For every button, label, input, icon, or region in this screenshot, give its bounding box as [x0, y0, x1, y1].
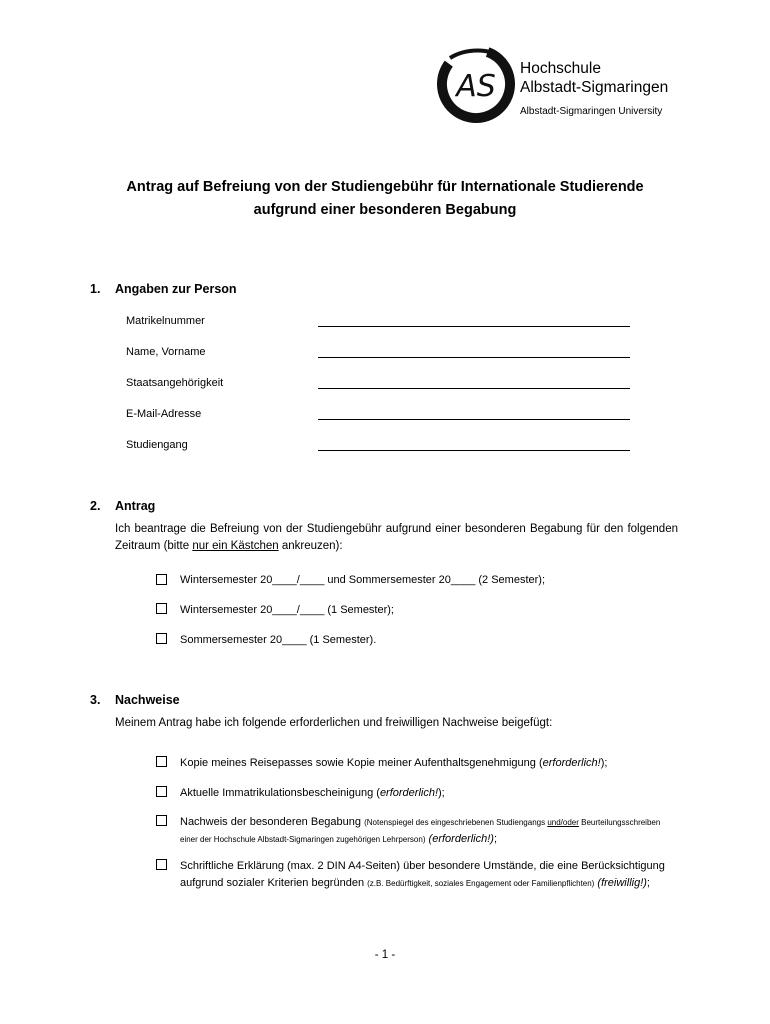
section3-title: Nachweise [115, 693, 180, 707]
field-line-studiengang[interactable] [318, 450, 630, 451]
section2-title: Antrag [115, 499, 156, 513]
proof1-label: Kopie meines Reisepasses sowie Kopie meiner Aufenthaltsgenehmigung (erforderlich!); [180, 757, 608, 769]
section3-heading [90, 692, 180, 708]
section2-number: 2. [90, 499, 101, 513]
section1-heading [90, 281, 237, 297]
checkbox-option2[interactable] [156, 603, 167, 614]
page-number: - 1 - [374, 949, 396, 961]
proof2-label: Aktuelle Immatrikulationsbescheinigung (erforderlich!); [180, 787, 445, 799]
checkbox-proof3[interactable] [156, 815, 167, 826]
university-logo [436, 44, 516, 124]
field-label-studiengang: Studiengang [126, 439, 188, 451]
field-label-nationality: Staatsangehörigkeit [126, 377, 224, 389]
checkbox-proof1[interactable] [156, 756, 167, 767]
section1-title: Angaben zur Person [115, 282, 237, 296]
proof4-label: Schriftliche Erklärung (max. 2 DIN A4-Seiten) über besondere Umstände, die eine Berücksichtigung aufgrund sozialer Kriterien begründen (z.B. Bedürftigkeit, soziales Engagement oder Familienpflichten) (freiwillig!); [180, 860, 665, 889]
document-title-line2: aufgrund einer besonderen Begabung [253, 202, 517, 218]
checkbox-proof2[interactable] [156, 786, 167, 797]
checkbox-proof4[interactable] [156, 859, 167, 870]
section1-number: 1. [90, 282, 101, 296]
field-label-name: Name, Vorname [126, 346, 206, 358]
field-line-email[interactable] [318, 419, 630, 420]
field-label-email: E-Mail-Adresse [126, 408, 202, 420]
underlined-instruction: nur ein Kästchen [192, 540, 279, 552]
proof3-label: Nachweis der besonderen Begabung (Notenspiegel des eingeschriebenen Studiengangs und/oder Beurteilungsschreiben einer der Hochschule Albstadt-Sigmaringen zugehörigen Lehrperson) (erforderlich!); [180, 816, 661, 845]
checkbox-option3[interactable] [156, 633, 167, 644]
option3-label: Sommersemester 20____ (1 Semester). [180, 634, 377, 646]
logo-lettering: AS [456, 69, 496, 104]
section3-number: 3. [90, 693, 101, 707]
option2-label: Wintersemester 20____/____ (1 Semester); [180, 604, 394, 616]
field-line-matrikelnummer[interactable] [318, 326, 630, 327]
section3-intro: Meinem Antrag habe ich folgende erforderlichen und freiwilligen Nachweise beigefügt: [115, 717, 553, 729]
section2-intro: Ich beantrage die Befreiung von der Studiengebühr aufgrund einer besonderen Begabung für den folgenden Zeitraum (bitte nur ein Kästchen ankreuzen): [115, 523, 678, 552]
university-name-line1: Hochschule [520, 60, 601, 77]
university-english-name: Albstadt-Sigmaringen University [520, 106, 663, 117]
section2-heading [90, 498, 155, 514]
document-title-line1: Antrag auf Befreiung von der Studiengebühr für Internationale Studierende [126, 179, 644, 195]
university-name-line2: Albstadt-Sigmaringen [520, 79, 669, 96]
checkbox-option1[interactable] [156, 574, 167, 585]
field-label-matrikelnummer: Matrikelnummer [126, 315, 205, 327]
field-line-name[interactable] [318, 357, 630, 358]
option1-label: Wintersemester 20____/____ und Sommersemester 20____ (2 Semester); [180, 574, 546, 586]
field-line-nationality[interactable] [318, 388, 630, 389]
